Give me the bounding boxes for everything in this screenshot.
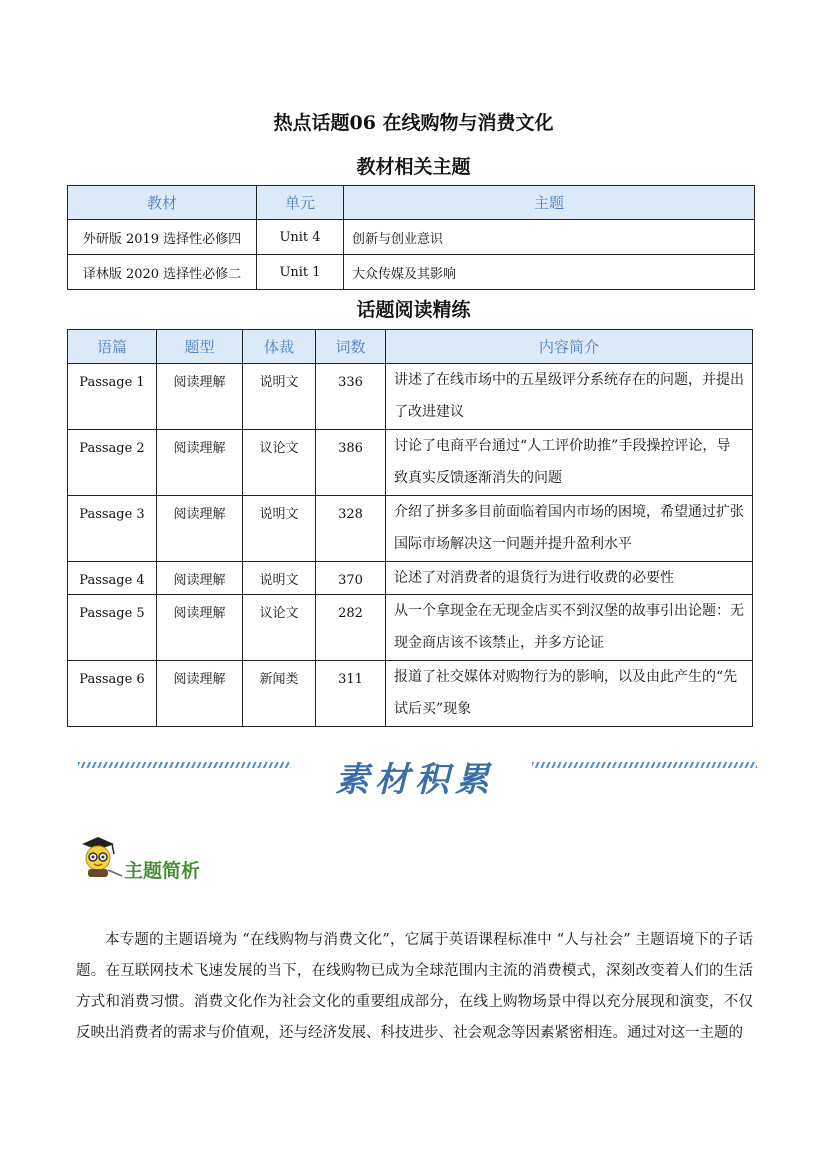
unit-cell: Unit 4 bbox=[257, 220, 344, 255]
type-cell: 阅读理解 bbox=[157, 364, 243, 430]
genre-cell: 议论文 bbox=[243, 430, 316, 496]
table-header-row bbox=[68, 186, 755, 220]
genre-cell: 说明文 bbox=[243, 562, 316, 595]
summary-cell: 介绍了拼多多目前面临着国内市场的困境，希望通过扩张国际市场解决这一问题并提升盈利水平 bbox=[386, 496, 753, 562]
reading-section-heading: 话题阅读精练 bbox=[356, 299, 471, 321]
passage-cell: Passage 1 bbox=[68, 364, 157, 430]
type-cell: 阅读理解 bbox=[157, 661, 243, 727]
summary-cell: 报道了社交媒体对购物行为的影响，以及由此产生的“先试后买”现象 bbox=[386, 661, 753, 727]
banner-divider-right bbox=[532, 762, 757, 768]
column-header: 体裁 bbox=[243, 330, 316, 364]
column-header: 语篇 bbox=[68, 330, 157, 364]
section-title: 主题简析 bbox=[124, 860, 201, 882]
type-cell: 阅读理解 bbox=[157, 562, 243, 595]
summary-cell: 从一个拿现金在无现金店买不到汉堡的故事引出论题：无现金商店该不该禁止，并多方论证 bbox=[386, 595, 753, 661]
column-header: 主题 bbox=[344, 186, 755, 220]
passage-cell: Passage 6 bbox=[68, 661, 157, 727]
column-header: 教材 bbox=[68, 186, 257, 220]
summary-cell: 讨论了电商平台通过“人工评价助推”手段操控评论，导致真实反馈逐渐消失的问题 bbox=[386, 430, 753, 496]
genre-cell: 说明文 bbox=[243, 364, 316, 430]
textbook-cell: 译林版 2020 选择性必修二 bbox=[68, 255, 257, 290]
passages-table bbox=[67, 329, 753, 727]
type-cell: 阅读理解 bbox=[157, 430, 243, 496]
genre-cell: 新闻类 bbox=[243, 661, 316, 727]
page-title: 热点话题06 在线购物与消费文化 bbox=[273, 112, 554, 134]
wordcount-cell: 282 bbox=[316, 595, 386, 661]
body-paragraph: 本专题的主题语境为 “在线购物与消费文化”，它属于英语课程标准中 “人与社会” 主题语境下的子话题。在互联网技术飞速发展的当下，在线购物已成为全球范围内主流的消费模式，深刻改变着人们的生活方式和消费习惯。消费文化作为社会文化的重要组成部分，在线上购物场景中得以充分展现和演变，不仅反映出消费者的需求与价值观，还与经济发展、科技进步、社会观念等因素紧密相连。通过对这一主题的 bbox=[76, 932, 753, 1041]
textbook-section-heading: 教材相关主题 bbox=[356, 156, 471, 178]
genre-cell: 议论文 bbox=[243, 595, 316, 661]
passage-cell: Passage 5 bbox=[68, 595, 157, 661]
topic-cell: 大众传媒及其影响 bbox=[344, 255, 755, 290]
textbook-cell: 外研版 2019 选择性必修四 bbox=[68, 220, 257, 255]
summary-cell: 讲述了在线市场中的五星级评分系统存在的问题，并提出了改进建议 bbox=[386, 364, 753, 430]
table-row bbox=[68, 255, 755, 290]
table-row bbox=[68, 562, 753, 595]
column-header: 题型 bbox=[157, 330, 243, 364]
column-header: 单元 bbox=[257, 186, 344, 220]
textbook-topics-table bbox=[67, 185, 755, 290]
type-cell: 阅读理解 bbox=[157, 496, 243, 562]
column-header: 内容简介 bbox=[386, 330, 753, 364]
type-cell: 阅读理解 bbox=[157, 595, 243, 661]
table-row bbox=[68, 430, 753, 496]
table-row bbox=[68, 364, 753, 430]
table-row bbox=[68, 220, 755, 255]
wordcount-cell: 311 bbox=[316, 661, 386, 727]
genre-cell: 说明文 bbox=[243, 496, 316, 562]
passage-cell: Passage 2 bbox=[68, 430, 157, 496]
table-row bbox=[68, 595, 753, 661]
unit-cell: Unit 1 bbox=[257, 255, 344, 290]
wordcount-cell: 328 bbox=[316, 496, 386, 562]
table-header-row bbox=[68, 330, 753, 364]
wordcount-cell: 370 bbox=[316, 562, 386, 595]
banner-divider-left bbox=[78, 762, 291, 768]
column-header: 词数 bbox=[316, 330, 386, 364]
table-row bbox=[68, 496, 753, 562]
summary-cell: 论述了对消费者的退货行为进行收费的必要性 bbox=[386, 562, 753, 595]
passage-cell: Passage 4 bbox=[68, 562, 157, 595]
passage-cell: Passage 3 bbox=[68, 496, 157, 562]
table-row bbox=[68, 661, 753, 727]
graduate-mascot-icon bbox=[76, 834, 124, 880]
material-banner-title: 素材积累 bbox=[335, 760, 495, 800]
topic-cell: 创新与创业意识 bbox=[344, 220, 755, 255]
wordcount-cell: 386 bbox=[316, 430, 386, 496]
wordcount-cell: 336 bbox=[316, 364, 386, 430]
